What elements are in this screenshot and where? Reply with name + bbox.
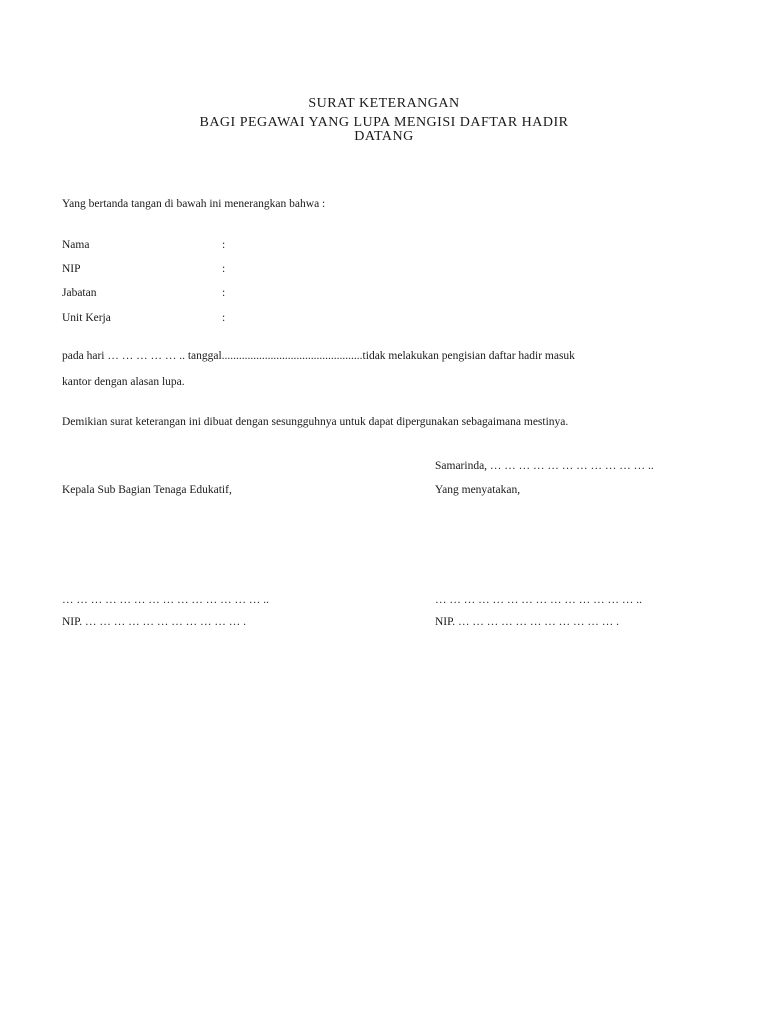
field-colon-nama: : (222, 239, 226, 251)
field-label-unit-kerja: Unit Kerja (62, 312, 111, 324)
field-colon-jabatan: : (222, 287, 226, 299)
right-signatory-nip: NIP. … … … … … … … … … … … . (435, 616, 620, 628)
field-label-nip: NIP (62, 263, 81, 275)
left-signatory-nip: NIP. … … … … … … … … … … … . (62, 616, 247, 628)
document-title: SURAT KETERANGAN (308, 96, 460, 111)
statement-paragraph-line1: pada hari … … … … … .. tanggal.................................................tidak melakukan pengisian daftar hadir masuk (62, 350, 575, 362)
right-signatory-name-line: … … … … … … … … … … … … … … .. (435, 594, 642, 606)
field-colon-nip: : (222, 263, 226, 275)
right-signatory-title: Yang menyatakan, (435, 484, 521, 496)
document-subtitle-line2: DATANG (354, 129, 414, 144)
left-signatory-title: Kepala Sub Bagian Tenaga Edukatif, (62, 484, 232, 496)
field-label-jabatan: Jabatan (62, 287, 97, 299)
intro-text: Yang bertanda tangan di bawah ini menerangkan bahwa : (62, 198, 326, 210)
left-signatory-name-line: … … … … … … … … … … … … … … .. (62, 594, 269, 606)
document-subtitle-line1: BAGI PEGAWAI YANG LUPA MENGISI DAFTAR HADIR (199, 115, 569, 130)
closing-paragraph: Demikian surat keterangan ini dibuat dengan sesungguhnya untuk dapat dipergunakan sebagaimana mestinya. (62, 416, 569, 428)
field-label-nama: Nama (62, 239, 90, 251)
place-date: Samarinda, … … … … … … … … … … … .. (435, 460, 654, 472)
field-colon-unit-kerja: : (222, 312, 226, 324)
statement-paragraph-line2: kantor dengan alasan lupa. (62, 376, 185, 388)
